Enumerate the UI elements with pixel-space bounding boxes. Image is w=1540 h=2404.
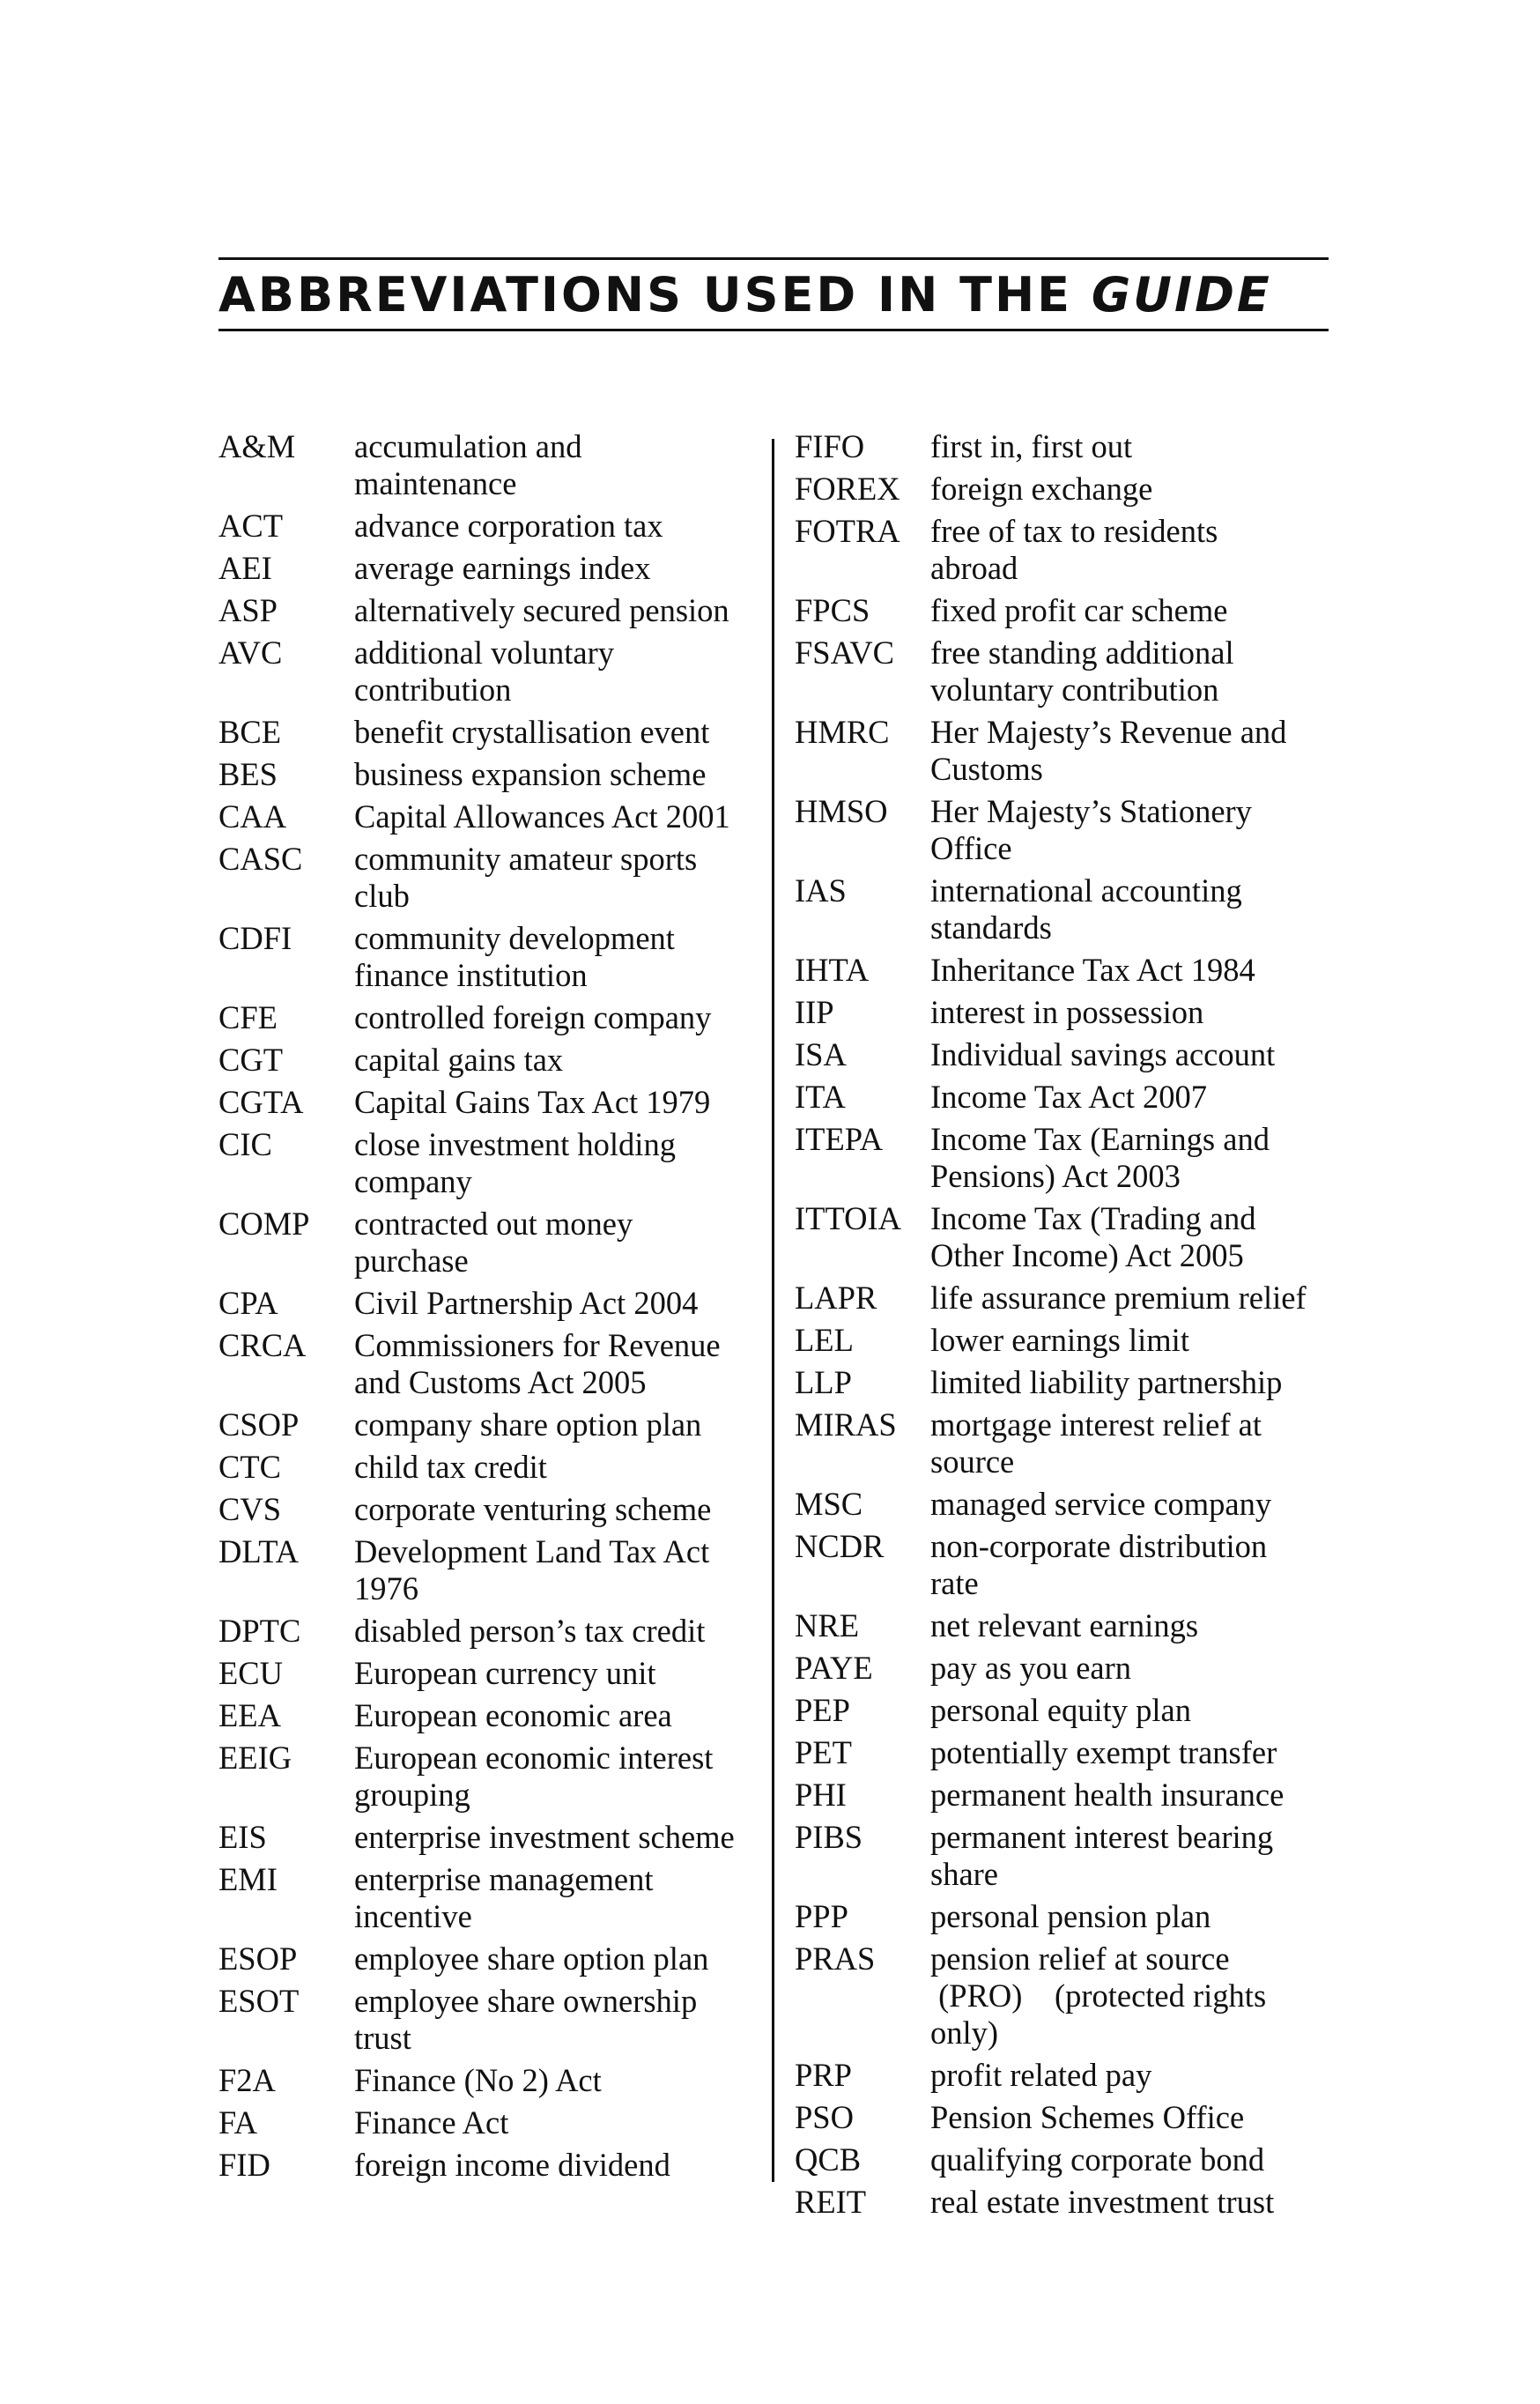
abbreviation: CRCA (218, 1327, 307, 1363)
definition-line: Development Land Tax Act (354, 1533, 710, 1569)
abbreviation-entry (795, 714, 1341, 788)
abbreviation: CAA (218, 798, 287, 835)
definition (354, 1940, 758, 1977)
definition-line: business expansion scheme (354, 756, 707, 792)
abbreviation: PAYE (795, 1650, 873, 1686)
abbreviation: AEI (218, 550, 272, 586)
abbreviation: CIC (218, 1126, 272, 1162)
abbreviation-entry (218, 1327, 758, 1401)
abbreviation-entry (795, 793, 1341, 867)
abbreviation-entry (795, 1898, 1341, 1935)
definition-line: Income Tax (Earnings and (930, 1121, 1270, 1157)
abbreviation: CVS (218, 1491, 282, 1527)
definition (354, 1740, 758, 1814)
definition-line: employee share ownership (354, 1983, 698, 2019)
definition-line: Income Tax (Trading and (930, 1200, 1256, 1236)
definition (930, 1200, 1341, 1274)
abbreviation-entry (795, 994, 1341, 1031)
abbreviation: HMSO (795, 793, 888, 829)
definition-line: international accounting (930, 872, 1242, 909)
abbreviation: FA (218, 2104, 257, 2141)
abbreviation-entry (795, 1036, 1341, 1073)
definition-line: club (354, 878, 410, 914)
definition (354, 1042, 758, 1079)
abbreviation: PHI (795, 1777, 847, 1813)
definition (354, 634, 758, 709)
definition (930, 2184, 1341, 2221)
abbreviation: MIRAS (795, 1406, 897, 1443)
definition-line: non-corporate distribution (930, 1528, 1268, 1564)
definition (354, 756, 758, 793)
definition (930, 1528, 1341, 1602)
definition-line: lower earnings limit (930, 1322, 1189, 1358)
abbreviation-entry (218, 1126, 758, 1200)
definition-line: fixed profit car scheme (930, 592, 1228, 628)
abbreviation-entry (795, 1079, 1341, 1116)
definition (354, 1084, 758, 1121)
definition (930, 1406, 1341, 1480)
definition (930, 1121, 1341, 1195)
abbreviation: ITTOIA (795, 1200, 901, 1236)
definition (354, 920, 758, 994)
definition-line: close investment holding (354, 1126, 676, 1162)
abbreviation-entry (795, 1692, 1341, 1729)
definition-line: life assurance premium relief (930, 1280, 1307, 1316)
definition (930, 1692, 1341, 1729)
abbreviation: CPA (218, 1285, 278, 1321)
definition (354, 1697, 758, 1734)
definition (354, 2104, 758, 2141)
definition (930, 1650, 1341, 1687)
abbreviation: LLP (795, 1364, 852, 1400)
abbreviation-entry (795, 513, 1341, 587)
abbreviation: LAPR (795, 1280, 877, 1316)
definition (354, 1126, 758, 1200)
abbreviation-entry (218, 1655, 758, 1692)
abbreviation-entry (218, 1940, 758, 1977)
abbreviation-entry (795, 2057, 1341, 2094)
abbreviation-entry (218, 428, 758, 502)
definition (354, 428, 758, 502)
abbreviation: QCB (795, 2141, 862, 2178)
abbreviation-entry (218, 2147, 758, 2184)
definition (930, 1898, 1341, 1935)
abbreviation: ECU (218, 1655, 283, 1691)
abbreviation-entry (795, 592, 1341, 629)
definition-line: capital gains tax (354, 1042, 564, 1078)
abbreviation-entry (218, 592, 758, 629)
definition-line: enterprise management (354, 1861, 654, 1897)
definition-line: accumulation and (354, 428, 582, 464)
heading-bottom-rule (218, 329, 1329, 331)
abbreviation: PET (795, 1734, 852, 1770)
abbreviation-entry (795, 1121, 1341, 1195)
definition (354, 592, 758, 629)
page-title-italic: GUIDE (1091, 267, 1272, 323)
abbreviation: A&M (218, 428, 296, 464)
definition-line: Individual savings account (930, 1036, 1276, 1072)
abbreviation: EEIG (218, 1740, 292, 1776)
definition-line: advance corporation tax (354, 508, 663, 544)
definition-line: Customs (930, 751, 1043, 787)
definition-line: Other Income) Act 2005 (930, 1237, 1244, 1273)
abbreviation: CDFI (218, 920, 292, 956)
abbreviation-entry (795, 471, 1341, 508)
abbreviation: FSAVC (795, 634, 894, 671)
abbreviation: PIBS (795, 1819, 863, 1855)
abbreviation-entry (795, 872, 1341, 946)
abbreviation: ESOP (218, 1940, 298, 1977)
abbreviation-entry (795, 1280, 1341, 1317)
definition (930, 2099, 1341, 2136)
definition-line: enterprise investment scheme (354, 1819, 735, 1855)
definition-line: voluntary contribution (930, 671, 1219, 708)
definition-line: child tax credit (354, 1449, 547, 1485)
definition-line: foreign exchange (930, 471, 1153, 507)
definition-line: mortgage interest relief at (930, 1406, 1262, 1443)
abbreviation-entry (795, 952, 1341, 989)
definition (930, 952, 1341, 989)
definition-line: 1976 (354, 1570, 418, 1606)
definition-line: incentive (354, 1898, 472, 1934)
definition (930, 1819, 1341, 1893)
abbreviation: BES (218, 756, 278, 792)
page-title (218, 264, 1329, 326)
abbreviation-entry (218, 1084, 758, 1121)
definition (354, 2062, 758, 2099)
page-title-main: ABBREVIATIONS USED IN THE (218, 267, 1092, 323)
abbreviation: CFE (218, 999, 278, 1035)
definition (354, 508, 758, 545)
definition-line: Finance Act (354, 2104, 509, 2141)
definition (354, 1655, 758, 1692)
abbreviation: NCDR (795, 1528, 885, 1564)
abbreviation: AVC (218, 634, 283, 671)
abbreviation-entry (218, 714, 758, 751)
abbreviation-entry (795, 1650, 1341, 1687)
abbreviation-entry (795, 2141, 1341, 2178)
abbreviation-entry (218, 1285, 758, 1322)
abbreviation-entry (218, 920, 758, 994)
abbreviation: CSOP (218, 1406, 300, 1443)
definition-line: (PRO) (protected rights (930, 1977, 1267, 2014)
abbreviation-entry (795, 1406, 1341, 1480)
abbreviation: DPTC (218, 1613, 301, 1649)
abbreviation: PRP (795, 2057, 852, 2093)
definition-line: interest in possession (930, 994, 1204, 1030)
definition (930, 1364, 1341, 1401)
definition (354, 1327, 758, 1401)
definition-line: foreign income dividend (354, 2147, 670, 2183)
abbreviation: EEA (218, 1697, 281, 1733)
abbreviation: FID (218, 2147, 270, 2183)
abbreviation-entry (218, 508, 758, 545)
definition (354, 999, 758, 1036)
definition-line: and Customs Act 2005 (354, 1364, 647, 1400)
abbreviation: ESOT (218, 1983, 300, 2019)
abbreviation: IAS (795, 872, 847, 909)
definition-line: European economic area (354, 1697, 672, 1733)
abbreviation: BCE (218, 714, 281, 750)
abbreviation: PSO (795, 2099, 854, 2135)
definition-line: personal pension plan (930, 1898, 1211, 1934)
definition-line: alternatively secured pension (354, 592, 729, 628)
definition-line: additional voluntary (354, 634, 614, 671)
definition (354, 1819, 758, 1856)
definition-line: European currency unit (354, 1655, 656, 1691)
definition-line: corporate venturing scheme (354, 1491, 712, 1527)
definition (930, 2057, 1341, 2094)
abbreviation-entry (795, 1200, 1341, 1274)
abbreviation-entry (218, 841, 758, 915)
definition (354, 714, 758, 751)
abbreviation: FOTRA (795, 513, 900, 549)
abbreviation: FIFO (795, 428, 865, 464)
definition-line: profit related pay (930, 2057, 1152, 2093)
definition (930, 1079, 1341, 1116)
definition-line: company share option plan (354, 1406, 702, 1443)
abbreviation-entry (218, 1491, 758, 1528)
definition-line: Finance (No 2) Act (354, 2062, 602, 2098)
definition-line: personal equity plan (930, 1692, 1191, 1728)
abbreviation: MSC (795, 1486, 863, 1522)
abbreviation-entry (218, 1206, 758, 1280)
definition-line: permanent health insurance (930, 1777, 1285, 1813)
abbreviation: ITA (795, 1079, 846, 1115)
abbreviation-entry (795, 1364, 1341, 1401)
definition (354, 1983, 758, 2057)
definition (930, 592, 1341, 629)
definition-line: real estate investment trust (930, 2184, 1275, 2220)
definition (930, 634, 1341, 709)
definition-line: source (930, 1443, 1015, 1480)
abbreviation-entry (218, 1449, 758, 1486)
definition (354, 2147, 758, 2184)
abbreviation-entry (218, 999, 758, 1036)
abbreviation-entry (218, 550, 758, 587)
right-column (795, 428, 1341, 2226)
abbreviation: CASC (218, 841, 303, 877)
abbreviation-entry (218, 1406, 758, 1443)
definition (930, 1486, 1341, 1523)
abbreviation: IIP (795, 994, 834, 1030)
abbreviation-entry (795, 1777, 1341, 1814)
abbreviation-entry (218, 1613, 758, 1650)
column-divider (772, 439, 774, 2182)
abbreviation: ASP (218, 592, 278, 628)
definition-line: benefit crystallisation event (354, 714, 710, 750)
definition-line: controlled foreign company (354, 999, 712, 1035)
abbreviation: DLTA (218, 1533, 300, 1569)
definition-line: potentially exempt transfer (930, 1734, 1277, 1770)
definition-line: first in, first out (930, 428, 1133, 464)
abbreviation: PEP (795, 1692, 850, 1728)
abbreviation-entry (795, 1734, 1341, 1771)
definition (354, 1285, 758, 1322)
abbreviation-entry (795, 1322, 1341, 1359)
abbreviation-entry (218, 798, 758, 835)
abbreviation-entry (795, 1819, 1341, 1893)
definition-line: Income Tax Act 2007 (930, 1079, 1208, 1115)
abbreviation-entry (795, 2184, 1341, 2221)
abbreviation: F2A (218, 2062, 276, 2098)
abbreviation-entry (218, 1861, 758, 1935)
definition (930, 1322, 1341, 1359)
definition (930, 793, 1341, 867)
abbreviation-entry (218, 1533, 758, 1607)
definition-line: pay as you earn (930, 1650, 1132, 1686)
abbreviation: PRAS (795, 1940, 876, 1977)
definition (930, 714, 1341, 788)
definition-line: share (930, 1856, 999, 1892)
abbreviation: REIT (795, 2184, 867, 2220)
abbreviation-entry (218, 2062, 758, 2099)
definition-line: average earnings index (354, 550, 651, 586)
definition-line: standards (930, 909, 1052, 946)
definition (930, 471, 1341, 508)
left-column (218, 428, 758, 2189)
definition (354, 1533, 758, 1607)
definition-line: abroad (930, 550, 1018, 586)
abbreviation: PPP (795, 1898, 848, 1934)
definition-line: limited liability partnership (930, 1364, 1283, 1400)
definition-line: Her Majesty’s Revenue and (930, 714, 1287, 750)
definition-line: Inheritance Tax Act 1984 (930, 952, 1255, 988)
abbreviation: LEL (795, 1322, 854, 1358)
definition-line: Her Majesty’s Stationery (930, 793, 1252, 829)
definition-line: permanent interest bearing (930, 1819, 1274, 1855)
definition-line: Civil Partnership Act 2004 (354, 1285, 699, 1321)
abbreviation: EIS (218, 1819, 267, 1855)
definition (930, 2141, 1341, 2178)
definition-line: community amateur sports (354, 841, 698, 877)
definition-line: net relevant earnings (930, 1607, 1199, 1643)
definition-line: community development (354, 920, 675, 956)
abbreviation-entry (795, 2099, 1341, 2136)
definition-line: company (354, 1163, 472, 1199)
definition (354, 1491, 758, 1528)
abbreviation-entry (218, 1697, 758, 1734)
heading-top-rule (218, 257, 1329, 260)
definition-line: Commissioners for Revenue (354, 1327, 721, 1363)
definition (930, 1734, 1341, 1771)
abbreviation: HMRC (795, 714, 890, 750)
definition-line: free standing additional (930, 634, 1234, 671)
definition (930, 1777, 1341, 1814)
abbreviation-entry (218, 756, 758, 793)
definition-line: grouping (354, 1777, 470, 1813)
abbreviation: ACT (218, 508, 283, 544)
definition-line: purchase (354, 1243, 469, 1279)
abbreviation: FOREX (795, 471, 900, 507)
abbreviation: ITEPA (795, 1121, 884, 1157)
definition-line: disabled person’s tax credit (354, 1613, 706, 1649)
abbreviation: FPCS (795, 592, 870, 628)
abbreviation-entry (218, 634, 758, 709)
definition (354, 1613, 758, 1650)
abbreviation-entry (795, 634, 1341, 709)
definition (354, 1406, 758, 1443)
definition-line: free of tax to residents (930, 513, 1218, 549)
abbreviation-entry (795, 1607, 1341, 1644)
abbreviation-entry (218, 1740, 758, 1814)
definition (354, 841, 758, 915)
definition (930, 428, 1341, 465)
abbreviation-entry (218, 2104, 758, 2141)
definition (930, 513, 1341, 587)
definition-line: contracted out money (354, 1206, 633, 1242)
definition (930, 1280, 1341, 1317)
abbreviation-entry (795, 1940, 1341, 2052)
definition (354, 798, 758, 835)
definition-line: contribution (354, 671, 512, 708)
abbreviation-entry (795, 428, 1341, 465)
definition-line: maintenance (354, 465, 517, 501)
abbreviation-entry (218, 1819, 758, 1856)
definition-line: Office (930, 830, 1012, 866)
abbreviation: ISA (795, 1036, 847, 1072)
abbreviation-entry (218, 1042, 758, 1079)
abbreviation: COMP (218, 1206, 310, 1242)
definition-line: finance institution (354, 957, 588, 993)
definition-line: Capital Gains Tax Act 1979 (354, 1084, 711, 1120)
definition (930, 1036, 1341, 1073)
definition (354, 1861, 758, 1935)
definition-line: employee share option plan (354, 1940, 709, 1977)
definition-line: managed service company (930, 1486, 1272, 1522)
definition-line: trust (354, 2020, 411, 2056)
abbreviation: CTC (218, 1449, 281, 1485)
definition (354, 1206, 758, 1280)
definition (930, 1607, 1341, 1644)
definition (930, 872, 1341, 946)
abbreviation: CGT (218, 1042, 283, 1078)
definition (930, 1940, 1341, 2052)
definition-line: Capital Allowances Act 2001 (354, 798, 730, 835)
definition-line: European economic interest (354, 1740, 714, 1776)
definition-line: only) (930, 2014, 999, 2051)
definition-line: Pension Schemes Office (930, 2099, 1245, 2135)
definition (354, 550, 758, 587)
definition-line: pension relief at source (930, 1940, 1230, 1977)
abbreviation: CGTA (218, 1084, 304, 1120)
definition-line: qualifying corporate bond (930, 2141, 1265, 2178)
abbreviation-entry (795, 1486, 1341, 1523)
abbreviation-entry (218, 1983, 758, 2057)
abbreviation: IHTA (795, 952, 870, 988)
definition-line: Pensions) Act 2003 (930, 1158, 1181, 1194)
abbreviation-entry (795, 1528, 1341, 1602)
abbreviation: NRE (795, 1607, 859, 1643)
abbreviation: EMI (218, 1861, 278, 1897)
definition-line: rate (930, 1565, 979, 1601)
definition (354, 1449, 758, 1486)
definition (930, 994, 1341, 1031)
